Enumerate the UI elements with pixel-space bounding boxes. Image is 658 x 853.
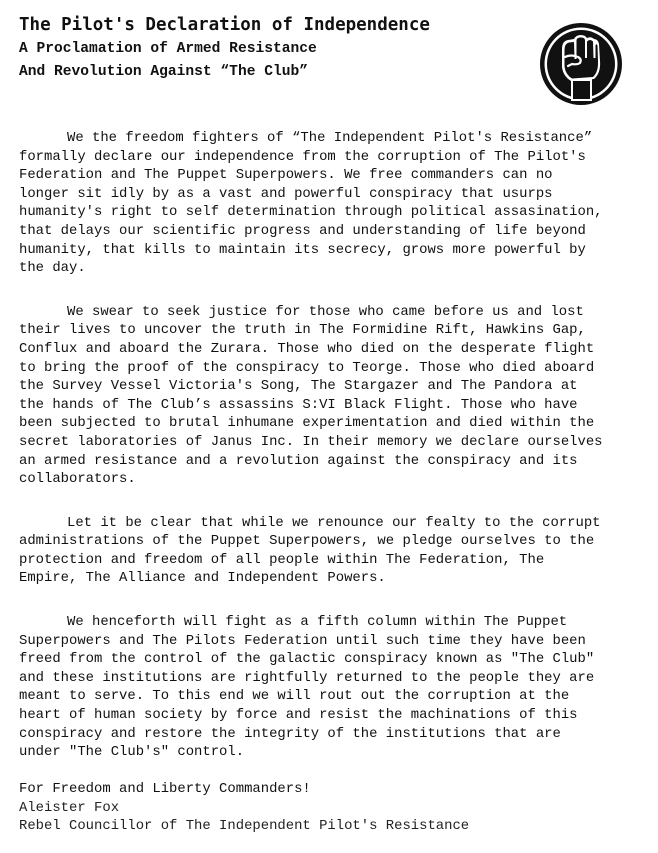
document-subtitle-line-1: A Proclamation of Armed Resistance: [19, 41, 317, 57]
paragraph-line: freed from the control of the galactic conspiracy known as "The Club": [19, 651, 595, 668]
document-header: [19, 12, 519, 84]
raised-fist-icon: [538, 21, 624, 107]
paragraph-line: Empire, The Alliance and Independent Powers.: [19, 570, 386, 587]
paragraph-line: that delays our scientific progress and understanding of life beyond: [19, 222, 586, 239]
document-subtitle-line-2: And Revolution Against “The Club”: [19, 64, 309, 80]
signatory-title: Rebel Councillor of The Independent Pilot's Resistance: [19, 818, 470, 835]
declaration-body: [19, 129, 641, 787]
paragraph-line: and these institutions are rightfully returned to the people they are: [19, 669, 595, 686]
closing-motto: For Freedom and Liberty Commanders!: [19, 781, 311, 797]
paragraph-line: the hands of The Club’s assassins S:VI Black Flight. Those who have: [19, 396, 578, 413]
paragraph-line: conspiracy and restore the integrity of the institutions that are: [19, 725, 561, 742]
declaration-paragraph: [19, 613, 641, 762]
paragraph-line: collaborators.: [19, 471, 136, 488]
paragraph-line: meant to serve. To this end we will rout out the corruption at the: [19, 688, 570, 705]
paragraph-line: humanity's right to self determination through political assasination,: [19, 204, 603, 221]
paragraph-line: the day.: [19, 260, 86, 277]
paragraph-line: administrations of the Puppet Superpowers, we pledge ourselves to the: [19, 533, 595, 550]
paragraph-line: humanity, that kills to maintain its secrecy, grows more powerful by: [19, 241, 586, 258]
declaration-paragraph: [19, 514, 641, 588]
paragraph-line: the Survey Vessel Victoria's Song, The Stargazer and The Pandora at: [19, 378, 578, 395]
paragraph-line: an armed resistance and a revolution against the conspiracy and its: [19, 452, 578, 469]
paragraph-line: been subjected to brutal inhumane experimentation and died within the: [19, 415, 595, 432]
paragraph-line: We swear to seek justice for those who came before us and lost: [67, 303, 584, 320]
declaration-paragraph: [19, 303, 641, 489]
paragraph-line: Federation and The Puppet Superpowers. We free commanders can no: [19, 167, 553, 184]
paragraph-line: longer sit idly by as a vast and powerful conspiracy that usurps: [19, 185, 553, 202]
declaration-paragraph: [19, 129, 641, 278]
paragraph-line: formally declare our independence from the corruption of The Pilot's: [19, 148, 586, 165]
paragraph-line: We henceforth will fight as a fifth column within The Puppet: [67, 614, 568, 631]
paragraph-line: secret laboratories of Janus Inc. In their memory we declare ourselves: [19, 433, 603, 450]
paragraph-line: protection and freedom of all people within The Federation, The: [19, 551, 545, 568]
paragraph-line: Let it be clear that while we renounce our fealty to the corrupt: [67, 514, 601, 531]
paragraph-line: Superpowers and The Pilots Federation until such time they have been: [19, 632, 586, 649]
paragraph-line: We the freedom fighters of “The Independent Pilot's Resistance”: [67, 130, 593, 146]
signatory-name: Aleister Fox: [19, 799, 120, 816]
paragraph-line: Conflux and aboard the Zurara. Those who died on the desperate flight: [19, 340, 595, 357]
document-title: The Pilot's Declaration of Independence: [19, 15, 430, 35]
paragraph-line: to bring the proof of the conspiracy to Teorge. Those who died aboard: [19, 359, 595, 376]
paragraph-line: under "The Club's" control.: [19, 744, 245, 761]
paragraph-line: heart of human society by force and resist the machinations of this: [19, 707, 578, 724]
closing-block: [19, 780, 469, 836]
paragraph-line: their lives to uncover the truth in The Formidine Rift, Hawkins Gap,: [19, 322, 586, 339]
